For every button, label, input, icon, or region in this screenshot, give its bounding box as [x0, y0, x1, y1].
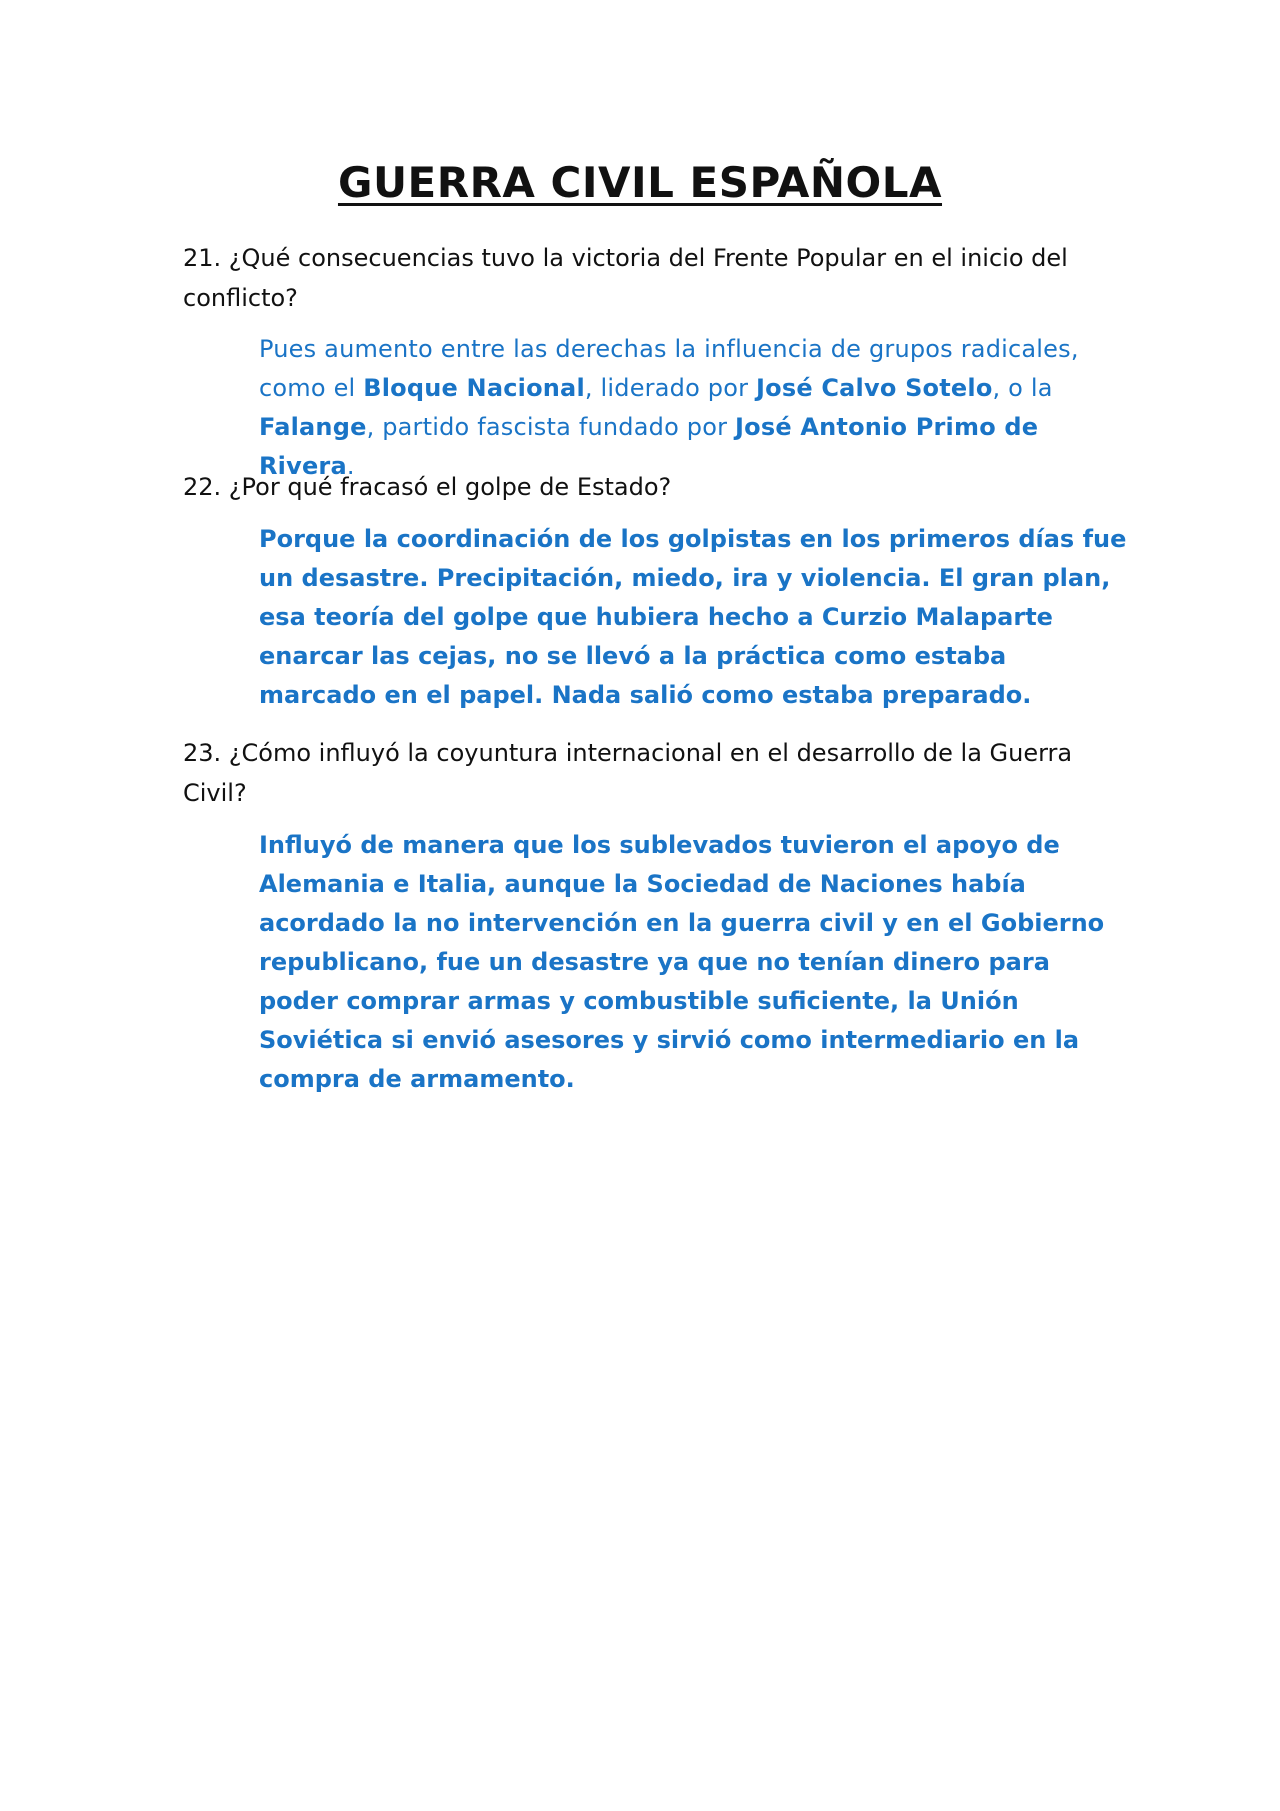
- answer-23: Influyó de manera que los sublevados tuvieron el apoyo de Alemania e Italia, aunque la Sociedad de Naciones había acordado la no intervención en la guerra civil y en el Gobierno republicano, fue un desastre ya que no tenían dinero para poder comprar armas y combustible suficiente, la Unión Soviética si envió asesores y sirvió como intermediario en la compra de armamento.: [259, 831, 1105, 1093]
- page-title-text: GUERRA CIVIL ESPAÑOLA: [337, 158, 943, 207]
- page-title: [0, 158, 1280, 207]
- answer-22: Porque la coordinación de los golpistas en los primeros días fue un desastre. Precipitación, miedo, ira y violencia. El gran plan, esa teoría del golpe que hubiera hecho a Curzio Malaparte enarcar las cejas, no se llevó a la práctica como estaba marcado en el papel. Nada salió como estaba preparado.: [259, 525, 1127, 709]
- answer-21-term-bloque-nacional: Bloque Nacional: [363, 374, 585, 402]
- question-21: 21. ¿Qué consecuencias tuvo la victoria del Frente Popular en el inicio del conflicto?: [183, 244, 1068, 312]
- answer-21-term-calvo-sotelo: José Calvo Sotelo: [756, 374, 993, 402]
- question-22: 22. ¿Por qué fracasó el golpe de Estado?: [183, 473, 672, 501]
- answer-21-text: , liderado por: [584, 374, 757, 402]
- answer-21-text: Pues aumento entre las derechas la influencia de grupos radicales, como el: [259, 335, 1079, 402]
- answer-21-text: , partido fascista fundado por: [366, 413, 736, 441]
- answer-21-term-primo-de-rivera: José Antonio Primo de Rivera: [259, 413, 1039, 480]
- question-23: 23. ¿Cómo influyó la coyuntura internacional en el desarrollo de la Guerra Civil?: [183, 739, 1073, 807]
- answer-21-term-falange: Falange: [259, 413, 367, 441]
- answer-21-text: .: [346, 452, 355, 480]
- answer-21-text: , o la: [992, 374, 1053, 402]
- answer-21: [259, 330, 1129, 486]
